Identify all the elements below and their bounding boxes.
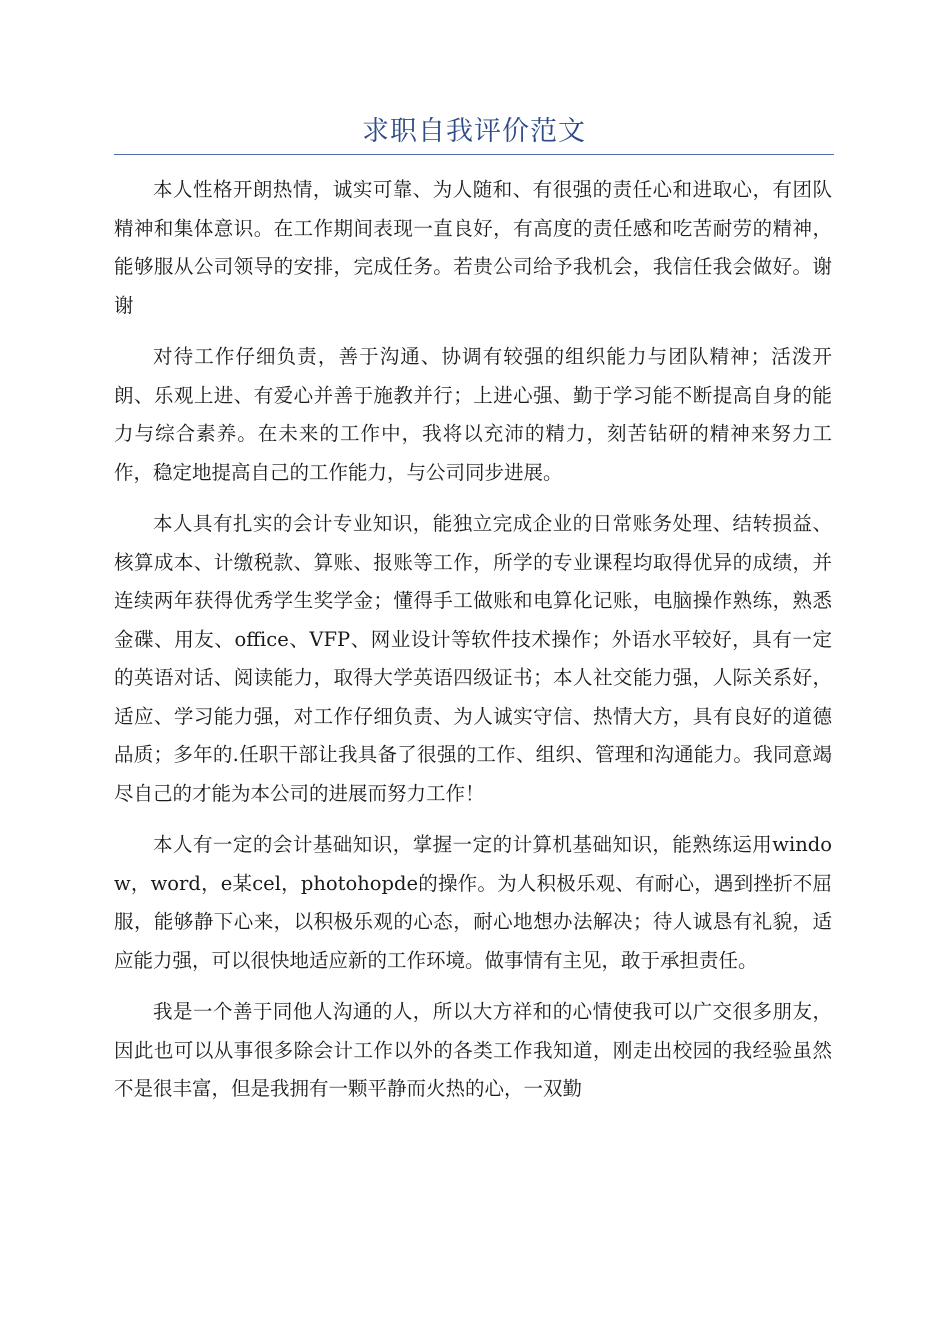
paragraph-4: 本人有一定的会计基础知识，掌握一定的计算机基础知识，能熟练运用window，word，e某cel，photohopde的操作。为人积极乐观、有耐心，遇到挫折不屈服，能够静下心来，以积极乐观的心态，耐心地想办法解决；待人诚恳有礼貌，适应能力强，可以很快地适应新的工作环境。做事情有主见，敢于承担责任。 [114,833,832,972]
paragraph-1: 本人性格开朗热情，诚实可靠、为人随和、有很强的责任心和进取心，有团队精神和集体意识。在工作期间表现一直良好，有高度的责任感和吃苦耐劳的精神，能够服从公司领导的安排，完成任务。若贵公司给予我机会，我信任我会做好。谢谢 [114,178,832,317]
title-underline [114,154,834,155]
document-body [114,171,832,1122]
paragraph-2: 对待工作仔细负责，善于沟通、协调有较强的组织能力与团队精神；活泼开朗、乐观上进、有爱心并善于施教并行；上进心强、勤于学习能不断提高自身的能力与综合素养。在未来的工作中，我将以充沛的精力，刻苦钻研的精神来努力工作，稳定地提高自己的工作能力，与公司同步进展。 [114,345,832,484]
document-title: 求职自我评价范文 [362,116,586,147]
paragraph-3: 本人具有扎实的会计专业知识，能独立完成企业的日常账务处理、结转损益、核算成本、计缴税款、算账、报账等工作，所学的专业课程均取得优异的成绩，并连续两年获得优秀学生奖学金；懂得手工做账和电算化记账，电脑操作熟练，熟悉金碟、用友、office、VFP、网业设计等软件技术操作；外语水平较好，具有一定的英语对话、阅读能力，取得大学英语四级证书；本人社交能力强，人际关系好，适应、学习能力强，对工作仔细负责、为人诚实守信、热情大方，具有良好的道德品质；多年的.任职干部让我具备了很强的工作、组织、管理和沟通能力。我同意竭尽自己的才能为本公司的进展而努力工作！ [114,512,832,805]
paragraph-5: 我是一个善于同他人沟通的人，所以大方祥和的心情使我可以广交很多朋友，因此也可以从事很多除会计工作以外的各类工作我知道，刚走出校园的我经验虽然不是很丰富，但是我拥有一颗平静而火热的心，一双勤 [114,1000,832,1100]
